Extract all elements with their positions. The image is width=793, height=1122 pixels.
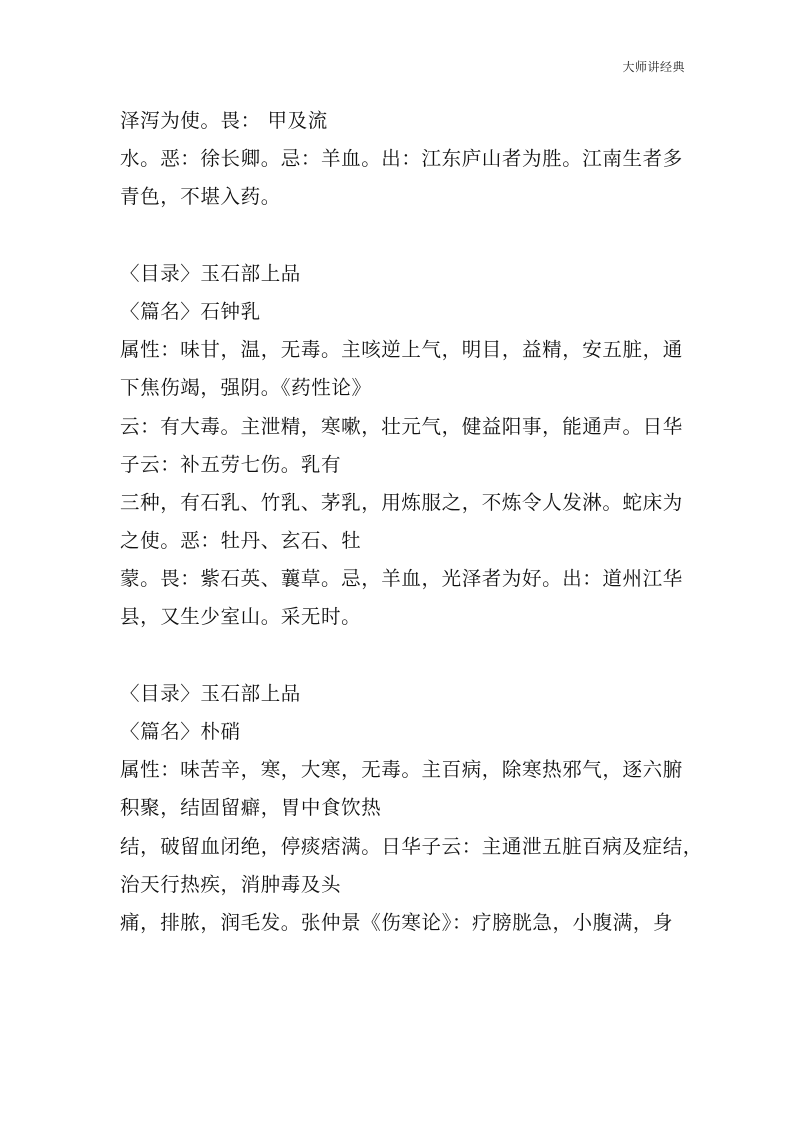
text-line: 积聚，结固留癖，胃中食饮热	[120, 796, 382, 820]
text-line: 蒙。畏：紫石英、蘘草。忌，羊血，光泽者为好。出：道州江华	[120, 567, 683, 591]
document-body	[120, 102, 703, 942]
text-line: 青色，不堪入药。	[120, 185, 281, 209]
entry-title: 〈篇名〉朴硝	[120, 720, 241, 743]
catalog-heading: 〈目录〉玉石部上品	[120, 681, 301, 705]
catalog-heading: 〈目录〉玉石部上品	[120, 261, 301, 285]
text-line: 之使。恶：牡丹、玄石、牡	[120, 529, 362, 553]
page-header: 大师讲经典	[622, 60, 685, 74]
text-line: 水。恶：徐长卿。忌：羊血。出：江东庐山者为胜。江南生者多	[120, 147, 683, 171]
blank-line	[120, 217, 680, 255]
entry-title: 〈篇名〉石钟乳	[120, 299, 261, 323]
text-line: 云：有大毒。主泄精，寒嗽，壮元气，健益阳事，能通声。日华	[120, 414, 683, 438]
text-line: 痛，排脓，润毛发。张仲景《伤寒论》：疗膀胱急，小腹满，身	[120, 910, 674, 934]
text-line: 县，又生少室山。采无时。	[120, 605, 362, 629]
text-line: 治天行热疾，消肿毒及头	[120, 872, 342, 896]
text-line: 结，破留血闭绝，停痰痞满。日华子云：主通泄五脏百病及症结，	[120, 834, 703, 858]
text-line: 属性：味苦辛，寒，大寒，无毒。主百病，除寒热邪气，逐六腑	[120, 758, 683, 782]
text-line: 属性：味甘，温，无毒。主咳逆上气，明目，益精，安五脏，通	[120, 338, 683, 362]
text-line: 下焦伤竭，强阴。《药性论》	[120, 376, 372, 400]
text-line: 三种，有石乳、竹乳、茅乳，用炼服之，不炼令人发淋。蛇床为	[120, 490, 683, 514]
text-line: 泽泻为使。畏： 甲及流	[120, 109, 328, 132]
blank-line	[120, 637, 680, 675]
text-line: 子云：补五劳七伤。乳有	[120, 452, 342, 476]
